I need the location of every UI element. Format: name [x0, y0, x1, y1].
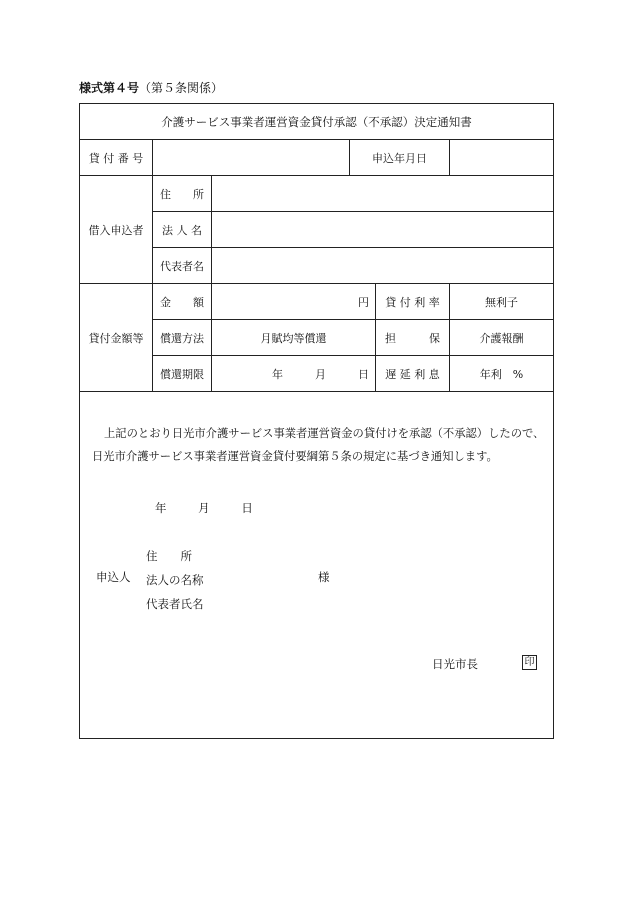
honorific: 様 [318, 570, 330, 584]
amount-unit: 円 [358, 295, 369, 309]
notice-month: 月 [198, 501, 210, 515]
collateral-value: 介護報酬 [450, 320, 554, 356]
borrower-corp-field[interactable] [212, 212, 554, 248]
notice-day: 日 [241, 501, 253, 515]
notice-date [155, 500, 253, 516]
late-interest-value: 年利 % [450, 356, 554, 392]
repay-method-label: 償還方法 [153, 320, 212, 356]
loan-group-label: 貸付金額等 [80, 284, 153, 392]
repay-method-value: 月賦均等償還 [212, 320, 376, 356]
seal-box: 印 [522, 655, 537, 670]
notice-year: 年 [155, 501, 167, 515]
amount-field[interactable] [212, 284, 376, 320]
loan-number-field[interactable] [153, 140, 350, 176]
mayor-title: 日光市長 [432, 657, 478, 671]
notice-line-2: 日光市介護サービス事業者運営資金貸付要綱第５条の規定に基づき通知します。 [92, 450, 498, 463]
amount-label: 金 額 [153, 284, 212, 320]
borrower-rep-label: 代表者名 [153, 248, 212, 284]
applicant-label: 申込人 [96, 570, 131, 584]
collateral-label: 担 保 [376, 320, 450, 356]
applicant-fields [146, 544, 204, 616]
borrower-address-field[interactable] [212, 176, 554, 212]
applicant-address-label: 住 所 [146, 549, 192, 563]
borrower-corp-label: 法 人 名 [153, 212, 212, 248]
loan-number-label: 貸 付 番 号 [80, 140, 153, 176]
form-ref: （第５条関係） [139, 81, 224, 95]
period-year: 年 [272, 367, 283, 381]
notice-form-table [79, 103, 554, 739]
form-number: 様式第４号 [79, 81, 140, 95]
application-date-field[interactable] [450, 140, 554, 176]
notice-body [80, 392, 554, 739]
form-label [79, 79, 223, 96]
application-date-label: 申込年月日 [350, 140, 450, 176]
rate-label: 貸 付 利 率 [376, 284, 450, 320]
rate-value: 無利子 [450, 284, 554, 320]
repay-period-label: 償還期限 [153, 356, 212, 392]
repay-period-field[interactable] [212, 356, 376, 392]
form-title: 介護サービス事業者運営資金貸付承認（不承認）決定通知書 [80, 104, 554, 140]
borrower-rep-field[interactable] [212, 248, 554, 284]
applicant-corp-label: 法人の名称 [146, 573, 204, 587]
period-day: 日 [358, 367, 369, 381]
period-month: 月 [315, 367, 326, 381]
borrower-group-label: 借入申込者 [80, 176, 153, 284]
borrower-address-label: 住 所 [153, 176, 212, 212]
notice-paragraph [92, 422, 545, 468]
applicant-rep-label: 代表者氏名 [146, 597, 204, 611]
late-interest-label: 遅 延 利 息 [376, 356, 450, 392]
notice-line-1: 上記のとおり日光市介護サービス事業者運営資金の貸付けを承認（不承認）したので、 [104, 427, 545, 440]
